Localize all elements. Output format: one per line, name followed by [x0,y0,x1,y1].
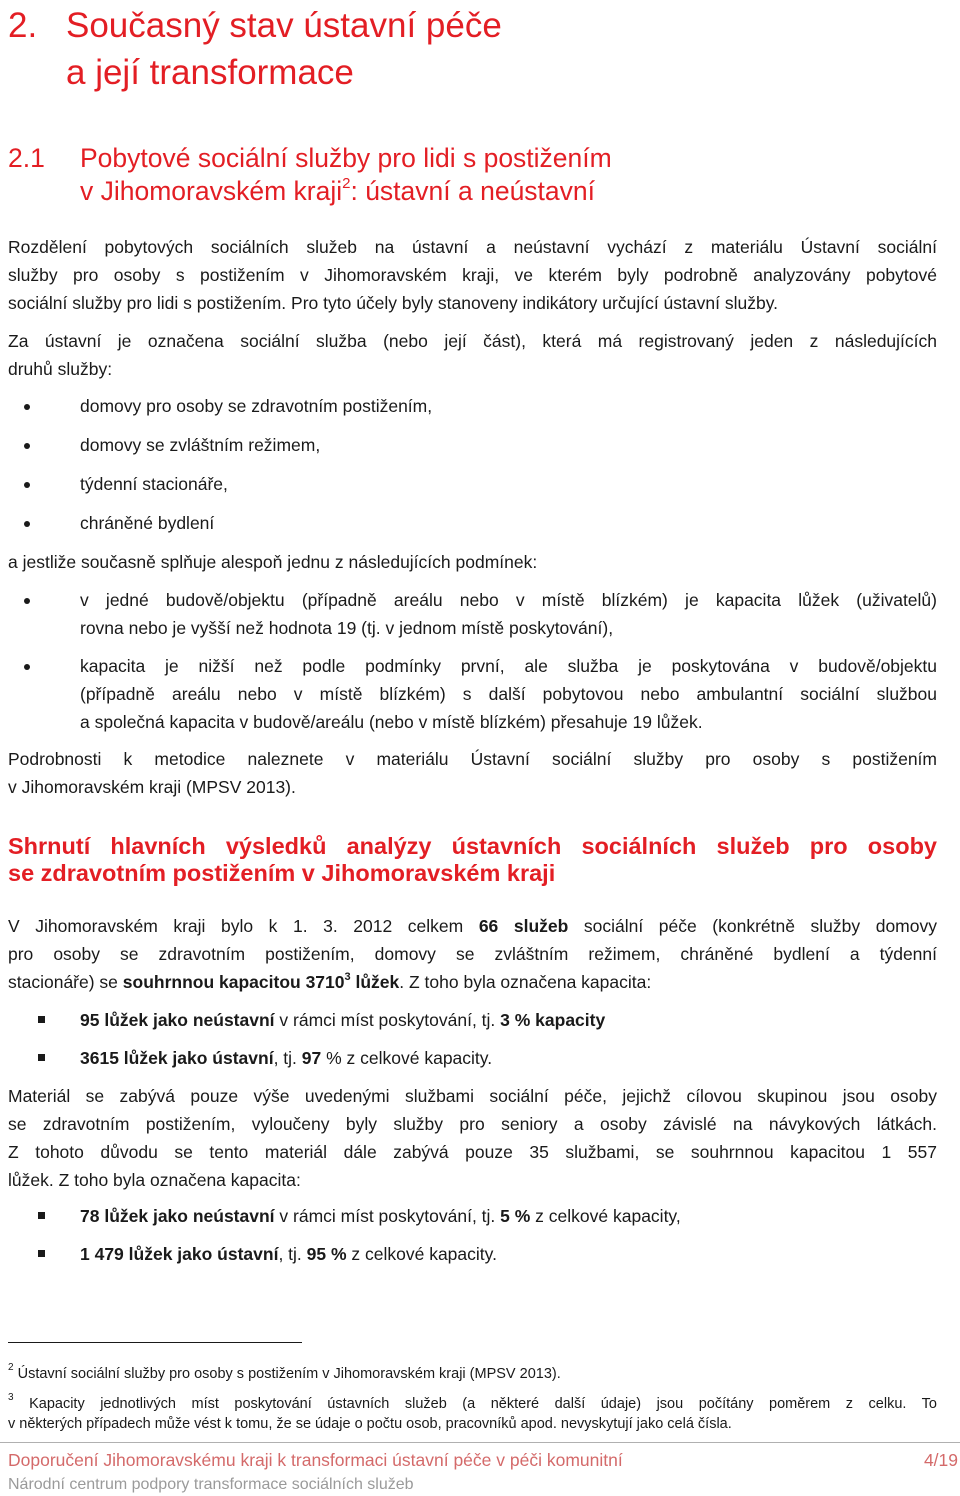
list-item-text: domovy se zvláštním režimem, [80,435,321,455]
paragraph-line: pro osoby se zdravotním postižením, domovy se zvláštním režimem, chráněné bydlení a týdenní [8,944,937,964]
footnote-number: 3 [8,1392,14,1403]
chapter-title-line1: Současný stav ústavní péče [66,6,502,45]
text-run-bold: 5 % [500,1206,531,1226]
square-bullet-icon [38,1212,45,1219]
footnote-line: v některých případech může vést k tomu, že se údaje o počtu osob, pracovníků apod. nevyskytují jako celá čísla. [8,1416,732,1432]
text-run: v rámci míst poskytování, tj. [274,1010,501,1030]
footnote-separator [8,1342,302,1343]
square-bullet-icon [38,1016,45,1023]
bullet-icon [24,404,30,410]
paragraph-methodology [8,745,937,801]
list-item [8,586,937,652]
footer-document-title: Doporučení Jihomoravskému kraji k transformaci ústavní péče v péči komunitní [8,1450,623,1470]
page-number: 4/19 [923,1450,958,1470]
section-title-line2a: v Jihomoravském kraji [80,176,343,206]
list-item-text: (případně areálu nebo v místě blízkém) s další pobytovou nebo ambulantní sociální službou [80,684,937,704]
text-run: , tj. [273,1048,302,1068]
text-run: . Z toho byla označena kapacita: [399,972,652,992]
list-item [8,1202,937,1240]
paragraph-line: lůžek. Z toho byla označena kapacita: [8,1170,301,1190]
capacity-unit: lůžek [350,972,400,992]
list-item [8,1044,937,1082]
paragraph-conditions [8,548,937,576]
footer-separator [0,1442,960,1443]
list-item [8,470,937,509]
list-item [8,652,937,744]
list-item-text: rovna nebo je vyšší než hodnota 19 (tj. v jednom místě poskytování), [80,618,614,638]
list-item [8,1240,937,1278]
bullet-icon [24,482,30,488]
paragraph-line [8,968,937,996]
text-run: z celkové kapacity, [530,1206,681,1226]
list-item-text: týdenní stacionáře, [80,474,228,494]
paragraph-line: služby pro osoby s postižením v Jihomoravském kraji, ve kterém byly podrobně analyzovány pobytové [8,265,937,285]
list-item [8,1006,937,1044]
conditions-list [8,586,937,744]
text-run-bold: 78 lůžek jako neústavní [80,1206,275,1226]
footnote-2 [8,1364,937,1384]
paragraph-line: druhů služby: [8,359,113,379]
bullet-icon [24,443,30,449]
capacity-list-total [8,1006,937,1082]
text-run: z celkové kapacity. [346,1244,497,1264]
paragraph-line: Rozdělení pobytových sociálních služeb na ústavní a neústavní vychází z materiálu Ústavní sociální [8,237,937,257]
text-run-bold: 97 [301,1048,322,1068]
footnote-3 [8,1394,937,1434]
text-run-bold: 3 % kapacity [500,1010,606,1030]
section-number: 2.1 [8,143,45,173]
chapter-heading [8,2,502,96]
text-run-bold: 66 služeb [478,916,569,936]
text-run-bold: 95 % [306,1244,347,1264]
list-item-text: chráněné bydlení [80,513,215,533]
capacity-list-disability [8,1202,937,1278]
paragraph-line: v Jihomoravském kraji (MPSV 2013). [8,777,296,797]
text-run: stacionáře) se [8,972,123,992]
text-run: V Jihomoravském kraji bylo k 1. 3. 2012 celkem [8,916,479,936]
paragraph-summary [8,912,937,996]
square-bullet-icon [38,1250,45,1257]
paragraph-line [8,912,937,940]
footnote-ref-2[interactable]: 2 [342,175,351,192]
paragraph-line: Materiál se zabývá pouze výše uvedenými službami sociální péče, jejichž cílovou skupinou jsou osoby [8,1086,937,1106]
footnote-ref-3[interactable]: 3 [344,971,351,983]
paragraph-definition [8,327,937,383]
section-title-line1: Pobytové sociální služby pro lidi s postižením [80,143,612,173]
paragraph-line: Z tohoto důvodu se tento materiál dále zabývá pouze 35 službami, se souhrnnou kapacitou 1 557 [8,1142,937,1162]
list-item-text: domovy pro osoby se zdravotním postižením, [80,396,433,416]
section-title-line2b: : ústavní a neústavní [350,176,596,206]
footnote-number: 2 [8,1362,14,1373]
list-item [8,431,937,470]
paragraph-line: Za ústavní je označena sociální služba (nebo její část), která má registrovaný jeden z následujících [8,331,937,351]
summary-heading [8,833,937,887]
footnote-text: Kapacity jednotlivých míst poskytování ústavních služeb (a některé další údaje) jsou počítány poměrem z celku. To [13,1396,937,1412]
summary-heading-line2: se zdravotním postižením v Jihomoravském kraji [8,860,556,886]
text-run: v rámci míst poskytování, tj. [274,1206,501,1226]
paragraph-line: a jestliže současně splňuje alespoň jednu z následujících podmínek: [8,552,538,572]
text-run: sociální péče (konkrétně služby domovy [568,916,937,936]
list-item-text: kapacita je nižší než podle podmínky první, ale služba je poskytována v budově/objektu [80,656,937,676]
footnote-line [8,1394,937,1414]
square-bullet-icon [38,1054,45,1061]
summary-heading-line1: Shrnutí hlavních výsledků analýzy ústavních sociálních služeb pro osoby [8,833,937,859]
footnote-text: Ústavní sociální služby pro osoby s postižením v Jihomoravském kraji (MPSV 2013). [13,1366,561,1382]
capacity-text: souhrnnou kapacitou 3710 [122,972,345,992]
bullet-icon [24,521,30,527]
paragraph-intro [8,233,937,317]
section-heading [8,142,612,208]
paragraph-scope [8,1082,937,1194]
list-item [8,509,937,548]
text-run-bold [123,972,399,992]
text-run-bold: 3615 lůžek jako ústavní [80,1048,274,1068]
footer-organization: Národní centrum podpory transformace sociálních služeb [8,1476,414,1493]
list-item-text: v jedné budově/objektu (případně areálu nebo v místě blízkém) je kapacita lůžek (uživatelů) [80,590,937,610]
chapter-title-line2: a její transformace [66,53,354,92]
text-run: , tj. [278,1244,307,1264]
chapter-number: 2. [8,6,38,45]
list-item-text: a společná kapacita v budově/areálu (nebo v místě blízkém) přesahuje 19 lůžek. [80,712,703,732]
service-types-list [8,392,937,548]
text-run-bold: 1 479 lůžek jako ústavní [80,1244,279,1264]
bullet-icon [24,598,30,604]
paragraph-line: Podrobnosti k metodice naleznete v materiálu Ústavní sociální služby pro osoby s postižením [8,749,937,769]
paragraph-line: se zdravotním postižením, vyloučeny byly služby pro seniory a osoby závislé na návykových látkách. [8,1114,937,1134]
text-run: % z celkové kapacity. [321,1048,493,1068]
text-run-bold: 95 lůžek jako neústavní [80,1010,275,1030]
list-item [8,392,937,431]
bullet-icon [24,664,30,670]
section-title-line2 [8,175,612,208]
paragraph-line: sociální služby pro lidi s postižením. Pro tyto účely byly stanoveny indikátory určující ústavní služby. [8,293,779,313]
